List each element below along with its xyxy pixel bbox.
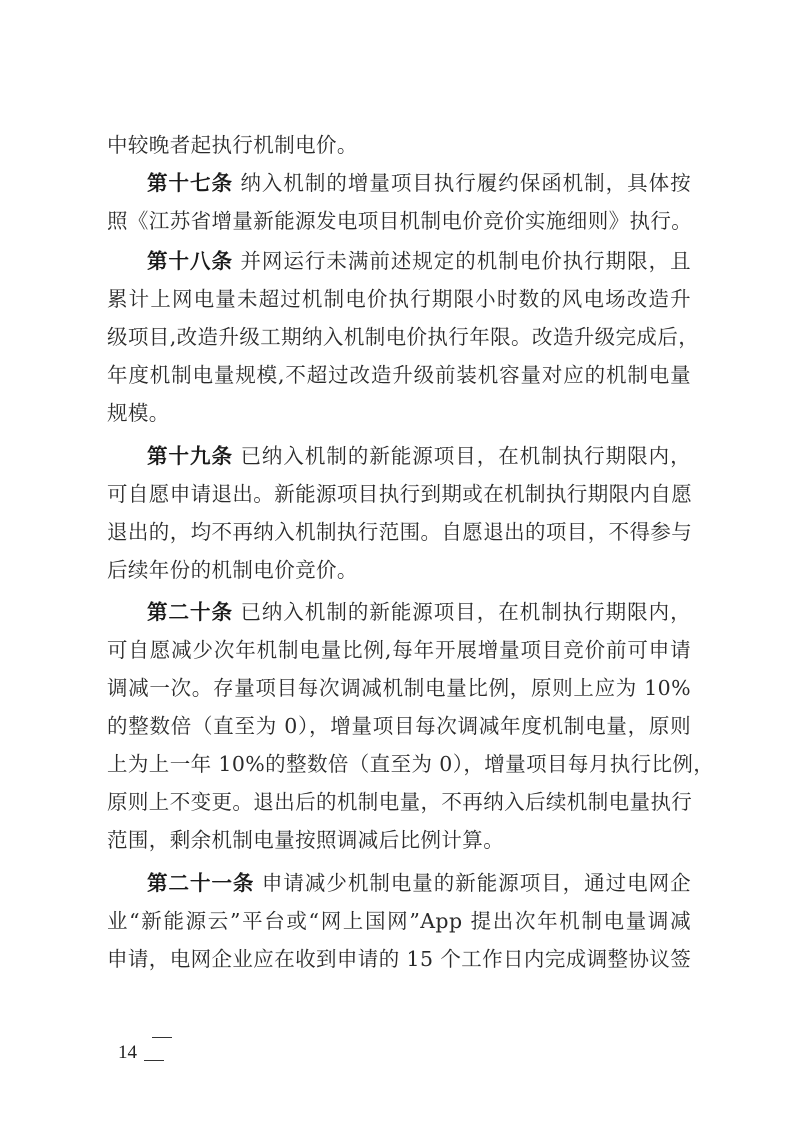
line-text: 并网运行未满前述规定的机制电价执行期限，且: [240, 249, 691, 273]
line-text: 申请，电网企业应在收到申请的 15 个工作日内完成调整协议签: [107, 947, 692, 971]
line-text: 原则上不变更。退出后的机制电量，不再纳入后续机制电量执行: [107, 790, 693, 814]
text-line: [107, 902, 691, 940]
line-text: 已纳入机制的新能源项目，在机制执行期限内，: [240, 444, 691, 468]
line-text: 可自愿申请退出。新能源项目执行到期或在机制执行期限内自愿: [107, 482, 693, 506]
text-line: [107, 280, 691, 318]
article-heading: 第二十一条: [147, 871, 255, 895]
text-line: [107, 394, 691, 432]
line-text: 累计上网电量未超过机制电价执行期限小时数的风电场改造升: [107, 287, 691, 311]
line-text: 调减一次。存量项目每次调减机制电量比例，原则上应为 10%: [107, 676, 691, 700]
page-number-dash-right: [144, 1060, 164, 1061]
article-heading: 第二十条: [147, 600, 233, 624]
line-text: 业“新能源云”平台或“网上国网”App 提出次年机制电量调减: [107, 909, 691, 933]
line-text: 申请减少机制电量的新能源项目，通过电网企: [261, 871, 691, 895]
line-text: 已纳入机制的新能源项目，在机制执行期限内，: [240, 600, 691, 624]
line-text: 上为上一年 10%的整数倍（直至为 0），增量项目每月执行比例，: [107, 752, 715, 776]
line-text: 范围，剩余机制电量按照调减后比例计算。: [107, 828, 505, 852]
article-first-line: [107, 437, 691, 475]
text-line: [107, 940, 691, 978]
line-text: 后续年份的机制电价竞价。: [107, 558, 358, 582]
text-line: [107, 318, 700, 356]
text-line: [107, 513, 691, 551]
text-line: [107, 821, 691, 859]
line-text: 退出的，均不再纳入机制执行范围。自愿退出的项目，不得参与: [107, 520, 693, 544]
line-text: 级项目,改造升级工期纳入机制电价执行年限。改造升级完成后，: [107, 325, 700, 349]
text-line: [107, 551, 691, 589]
text-line: [107, 475, 691, 513]
text-line: [107, 669, 691, 707]
text-line: [107, 126, 691, 164]
article-first-line: [107, 593, 691, 631]
text-line: [107, 631, 691, 669]
line-text: 照《江苏省增量新能源发电项目机制电价竞价实施细则》执行。: [107, 209, 693, 233]
text-line: [107, 202, 691, 240]
article-first-line: [107, 242, 691, 280]
text-line: [107, 783, 691, 821]
line-text: 可自愿减少次年机制电量比例,每年开展增量项目竞价前可申请: [107, 638, 691, 662]
line-text: 纳入机制的增量项目执行履约保函机制，具体按: [240, 171, 691, 195]
article-first-line: [107, 864, 691, 902]
line-text: 的整数倍（直至为 0），增量项目每次调减年度机制电量，原则: [107, 714, 691, 738]
article-heading: 第十九条: [147, 444, 233, 468]
line-text: 中较晚者起执行机制电价。: [107, 133, 358, 157]
text-line: [107, 356, 691, 394]
line-text: 规模。: [107, 401, 170, 425]
text-line: [107, 707, 691, 745]
line-text: 年度机制电量规模,不超过改造升级前装机容量对应的机制电量: [107, 363, 691, 387]
page-number-dash-top: [152, 1037, 172, 1038]
article-heading: 第十八条: [147, 249, 233, 273]
page-number: 14: [118, 1042, 137, 1063]
text-line: [107, 745, 715, 783]
article-heading: 第十七条: [147, 171, 233, 195]
article-first-line: [107, 164, 691, 202]
